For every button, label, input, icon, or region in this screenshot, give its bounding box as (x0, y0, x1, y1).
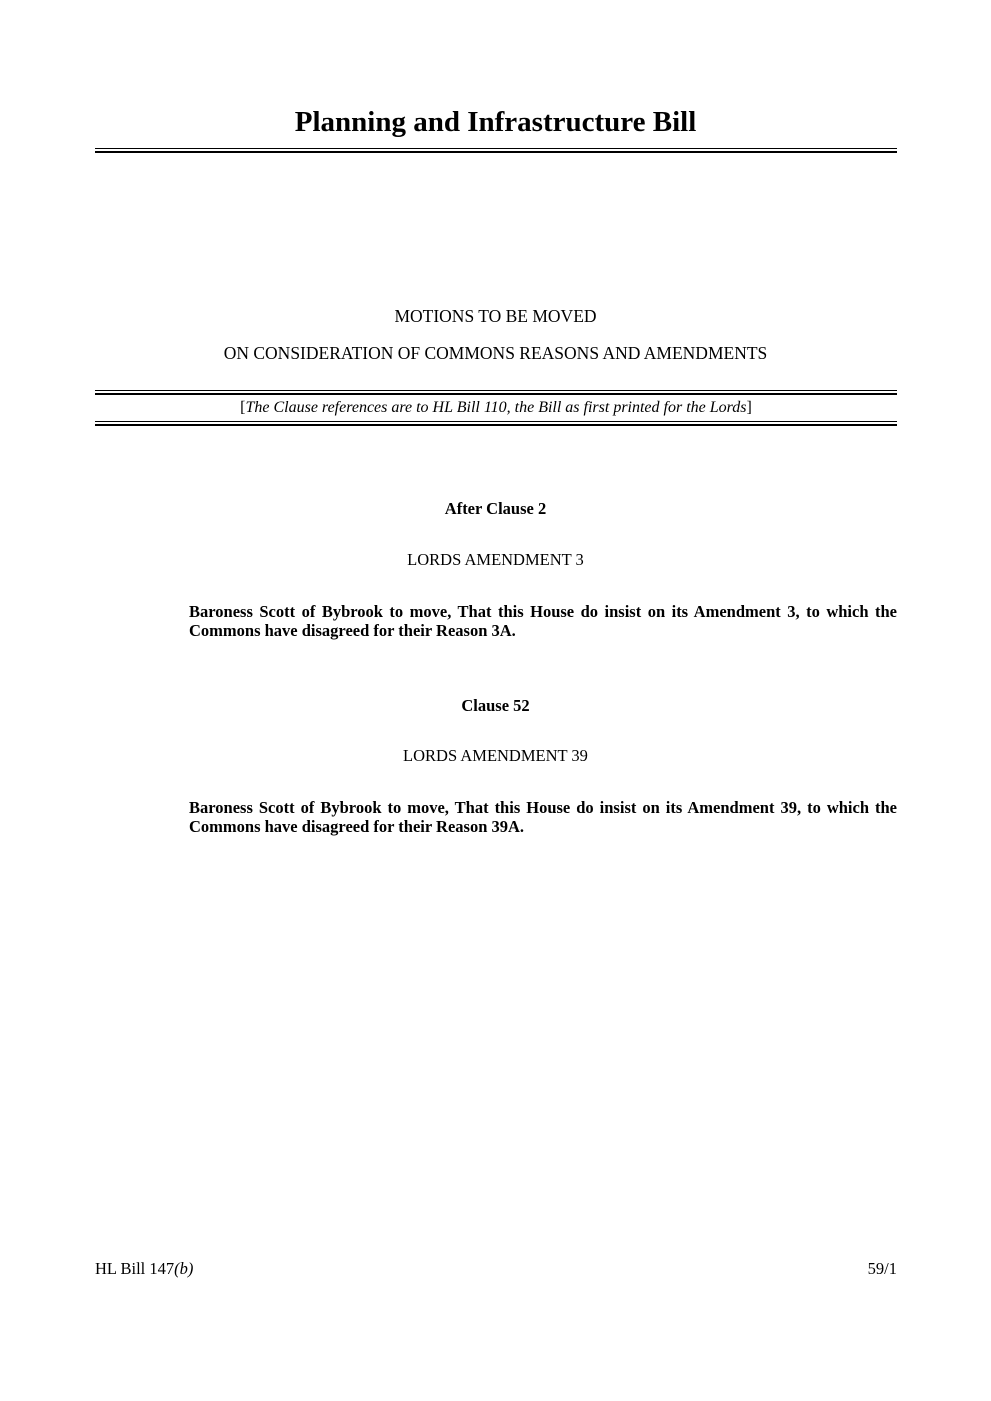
bracket-open: [ (240, 399, 246, 416)
section-heading: Clause 52 (461, 696, 530, 715)
motion-text: Baroness Scott of Bybrook to move, That this House do insist on its Amendment 39, to which the Commons have disagreed for their Reason 39A. (189, 798, 897, 836)
title-rule-thin (95, 148, 897, 149)
note-rule-top-thin (95, 390, 897, 391)
bill-number (95, 1259, 193, 1279)
amendment-label: LORDS AMENDMENT 3 (407, 550, 584, 569)
page-reference: 59/1 (867, 1259, 897, 1278)
note-rule-bottom-thin (95, 421, 897, 422)
bill-number-prefix: HL Bill 147 (95, 1259, 175, 1278)
document-title: Planning and Infrastructure Bill (294, 106, 697, 138)
note-rule-top-thick (95, 393, 897, 395)
note-text: The Clause references are to HL Bill 110, the Bill as first printed for the Lords (245, 399, 747, 416)
note-rule-bottom-thick (95, 424, 897, 426)
bracket-close: ] (746, 399, 752, 416)
title-rule-thick (95, 151, 897, 153)
clause-reference-note (95, 399, 897, 417)
subtitle-line1: MOTIONS TO BE MOVED (394, 306, 597, 326)
bill-number-suffix: (b) (174, 1259, 194, 1278)
subtitle-line2: ON CONSIDERATION OF COMMONS REASONS AND AMENDMENTS (223, 343, 768, 363)
section-heading: After Clause 2 (444, 499, 547, 518)
motion-text: Baroness Scott of Bybrook to move, That this House do insist on its Amendment 3, to which the Commons have disagreed for their Reason 3A. (189, 602, 897, 640)
amendment-label: LORDS AMENDMENT 39 (403, 746, 588, 765)
